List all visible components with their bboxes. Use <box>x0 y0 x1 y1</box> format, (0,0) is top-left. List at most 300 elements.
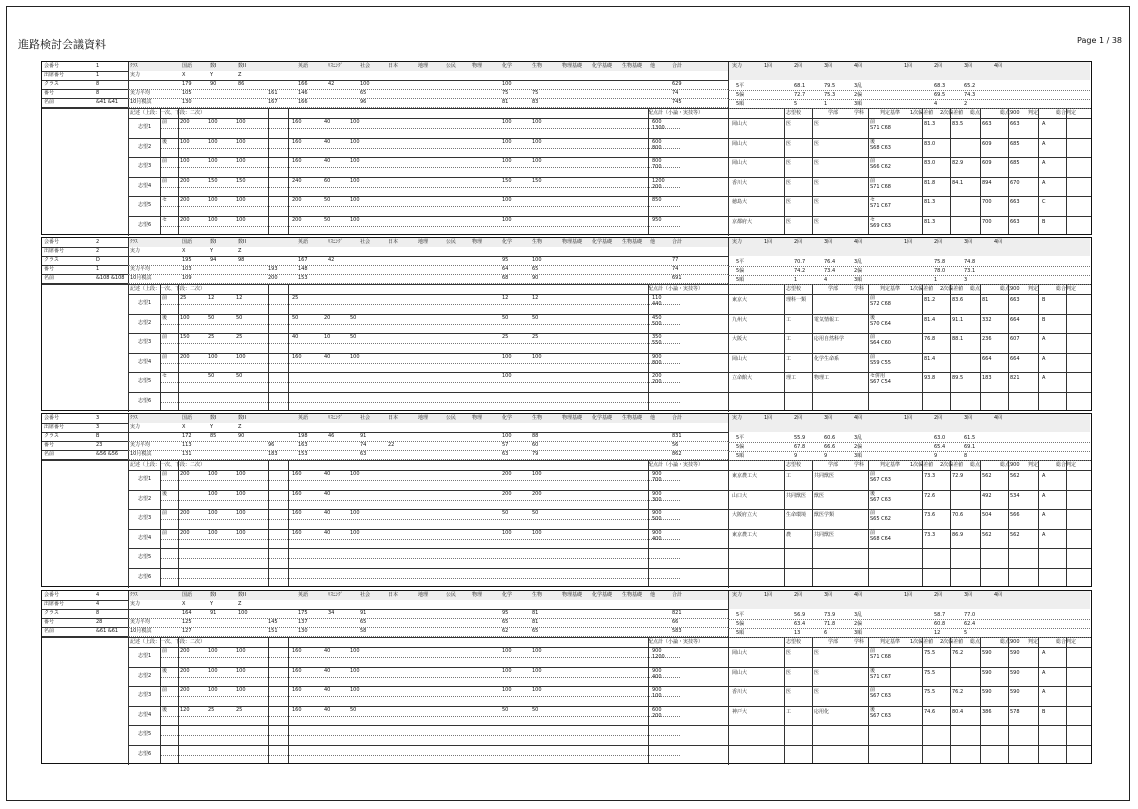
department-name: 応用自然科学 <box>814 336 845 342</box>
subject-header: 英語 <box>298 415 309 421</box>
rank-cell: 78.0 <box>934 268 946 274</box>
score-cell: 127 <box>182 628 192 634</box>
score-cell: 81 <box>532 610 539 616</box>
rank-cell: 62.4 <box>964 621 976 627</box>
rank-header: 2回 <box>934 63 943 69</box>
choice-header: 1次偏差値 <box>910 639 934 645</box>
vertical-rule <box>784 108 785 234</box>
points-cell: 200 <box>180 510 190 516</box>
subject-header: ﾘｽﾆﾝｸﾞ <box>328 415 344 421</box>
rank-cell: 1 <box>934 277 938 283</box>
student-field-value: &108 &108 <box>96 275 125 281</box>
rank-header: 1回 <box>904 239 913 245</box>
horizontal-rule <box>128 372 1091 373</box>
horizontal-rule <box>728 442 1090 443</box>
points-cell: 160 <box>292 510 302 516</box>
rank-cell: 2偏 <box>854 268 863 274</box>
subject-header: 他 <box>650 592 656 598</box>
points-cell: 100 <box>532 471 542 477</box>
vertical-rule <box>980 460 981 586</box>
score-cell: 実力平均 <box>130 90 151 96</box>
points-cell: 100 <box>532 529 542 536</box>
department-name: 医 <box>814 199 820 205</box>
horizontal-rule <box>42 265 128 266</box>
choice-header: 学科 <box>854 462 865 468</box>
total-points: 900 400 <box>652 529 662 542</box>
score-cell: 10月模試 <box>130 275 152 281</box>
horizontal-rule <box>128 745 1091 746</box>
horizontal-rule <box>160 324 680 325</box>
points-cell: 100 <box>208 158 218 164</box>
summary2-label: 配点計（小論・実技等） <box>648 110 704 116</box>
subject-header: 生物 <box>532 239 543 245</box>
university-name: 徳島大 <box>732 199 748 205</box>
score-cell: 153 <box>298 451 308 457</box>
result-cell: 75.5 <box>924 650 936 656</box>
result-cell: 81.3 <box>924 218 936 225</box>
vertical-rule <box>268 284 269 410</box>
horizontal-rule <box>160 226 680 227</box>
exam-type: 前 <box>162 158 168 164</box>
department-name: 医 <box>814 160 820 166</box>
points-cell: 100 <box>236 119 246 125</box>
exam-type: 後 <box>162 706 168 713</box>
points-cell: 40 <box>324 529 331 536</box>
subject-header: 物理基礎 <box>562 63 583 69</box>
score-cell: 113 <box>182 442 192 448</box>
horizontal-rule <box>728 275 1090 276</box>
result-cell: 81.4 <box>924 355 936 362</box>
rank-header: 4回 <box>854 63 863 69</box>
rank-cell: 67.8 <box>794 444 806 450</box>
total-points: 900 100 <box>652 687 662 699</box>
rank-cell: 4 <box>824 277 828 283</box>
exam-type: セ <box>162 373 168 379</box>
score-cell: 65 <box>360 619 367 625</box>
rank-header: 3回 <box>964 415 973 421</box>
score-cell: 198 <box>298 433 308 439</box>
choice-header: 判定基準 <box>880 639 901 645</box>
horizontal-rule <box>728 637 1090 638</box>
subject-header: 数I <box>210 415 217 421</box>
vertical-rule <box>288 460 289 586</box>
score-cell: 63 <box>502 451 509 457</box>
result-cell: 72.6 <box>924 492 936 499</box>
points-cell: 160 <box>292 667 302 674</box>
score-cell: 81 <box>532 619 539 625</box>
result-cell: 80.4 <box>952 708 964 715</box>
total-points: 900 500 <box>652 510 662 522</box>
university-name: 岡山大 <box>732 121 748 127</box>
score-cell: X <box>182 601 186 607</box>
rank-header: 実力 <box>732 239 743 245</box>
result-cell: 607 <box>1010 336 1020 342</box>
student-field-value: 3 <box>96 424 100 430</box>
subject-header: 他 <box>650 239 656 245</box>
vertical-rule <box>1066 637 1067 763</box>
points-cell: 100 <box>350 687 360 693</box>
choice-label: 志望5 <box>138 731 152 737</box>
points-cell: 160 <box>292 648 302 654</box>
score-cell: X <box>182 72 186 78</box>
choice-header: 2次偏差値 <box>940 639 964 645</box>
vertical-rule <box>980 284 981 410</box>
points-cell: 40 <box>324 648 331 654</box>
points-cell: 50 <box>324 197 331 203</box>
faculty-name: 医 <box>786 650 792 656</box>
points-cell: 100 <box>350 119 360 125</box>
faculty-name: 共同獣医 <box>786 492 807 499</box>
student-field-value: 23 <box>96 442 103 448</box>
points-cell: 100 <box>208 197 218 203</box>
horizontal-rule <box>160 716 680 717</box>
score-cell: Z <box>238 72 242 78</box>
points-cell: 50 <box>292 314 299 321</box>
horizontal-rule <box>128 470 1091 471</box>
subject-header: 生物 <box>532 63 543 69</box>
score-cell: 74 <box>360 442 367 448</box>
choice-header: 判定 <box>1028 639 1039 645</box>
subject-header: 公民 <box>446 592 457 598</box>
points-cell: 200 <box>502 490 512 497</box>
result-cell: 73.3 <box>924 473 936 479</box>
rank-cell: 75.8 <box>934 259 946 265</box>
result-cell: 81.8 <box>924 179 936 186</box>
result-cell: 73.3 <box>924 531 936 538</box>
rank-header: 2回 <box>934 592 943 598</box>
student-field-value: 8 <box>96 90 100 96</box>
points-cell: 100 <box>208 138 218 145</box>
horizontal-rule <box>42 441 128 442</box>
points-cell: 50 <box>236 314 243 321</box>
result-cell: 236 <box>982 336 992 342</box>
horizontal-rule <box>128 196 1091 197</box>
horizontal-rule <box>128 274 728 275</box>
points-cell: 100 <box>236 216 246 223</box>
choice-label: 志望2 <box>138 319 152 326</box>
horizontal-rule <box>128 138 1091 139</box>
subject-header: 化学基礎 <box>592 415 613 421</box>
student-field-label: クラス <box>44 81 59 87</box>
score-cell: 10月模試 <box>130 451 152 457</box>
subject-header: 化学基礎 <box>592 239 613 245</box>
score-cell: 実力 <box>130 424 141 430</box>
rank-header: 4回 <box>994 415 1003 421</box>
score-cell: 77 <box>672 257 679 263</box>
points-cell: 150 <box>208 177 218 184</box>
points-cell: 100 <box>502 216 512 223</box>
horizontal-rule <box>160 402 680 403</box>
vertical-rule <box>950 108 951 234</box>
university-name: 立命館大 <box>732 375 753 381</box>
rank-cell: 12 <box>934 630 941 636</box>
criteria-cell: 前 S66 C62 <box>870 158 891 170</box>
student-field-label: クラス <box>44 610 59 616</box>
subject-header: 数I <box>210 239 217 245</box>
rank-cell: 3順 <box>854 630 863 636</box>
vertical-rule <box>268 460 269 586</box>
result-cell: 75.5 <box>924 669 936 676</box>
points-cell: 150 <box>502 177 512 184</box>
points-cell: 10 <box>324 334 331 340</box>
vertical-rule <box>728 637 729 763</box>
score-cell: 167 <box>298 257 308 263</box>
criteria-cell: 後 S68 C63 <box>870 138 891 151</box>
points-cell: 100 <box>502 373 512 379</box>
choice-label: 志望5 <box>138 378 152 384</box>
score-cell: 74 <box>672 90 679 96</box>
vertical-rule <box>288 637 289 763</box>
rank-cell: 65.2 <box>964 83 976 89</box>
rank-cell: 5 <box>794 101 798 107</box>
rank-header: 3回 <box>824 415 833 421</box>
subject-header: 物理基礎 <box>562 592 583 598</box>
student-field-label: 番号 <box>44 619 55 625</box>
total-points: 600 1300 <box>652 119 665 131</box>
choice-label: 志望2 <box>138 143 152 150</box>
subject-header: 化学基礎 <box>592 592 613 598</box>
vertical-rule <box>922 284 923 410</box>
score-cell: 862 <box>672 451 682 457</box>
vertical-rule <box>950 637 951 763</box>
score-cell: 実力平均 <box>130 442 151 448</box>
result-cell: 700 <box>982 218 992 225</box>
score-cell: 57 <box>502 442 509 448</box>
rank-header: 実力 <box>732 415 743 421</box>
result-cell: C <box>1042 199 1046 205</box>
department-name: 化学生命系 <box>814 355 840 362</box>
points-cell: 200 <box>532 490 542 497</box>
points-cell: 100 <box>502 119 512 125</box>
faculty-name: 農 <box>786 531 792 538</box>
score-cell: 583 <box>672 628 682 634</box>
rank-cell: 3乱 <box>854 612 863 618</box>
choice-label: 志望4 <box>138 182 152 189</box>
score-cell: 821 <box>672 610 682 616</box>
vertical-rule <box>648 284 649 410</box>
result-cell: A <box>1042 121 1046 127</box>
summary2-label: 配点計（小論・実技等） <box>648 286 704 292</box>
score-cell: 34 <box>328 610 335 616</box>
points-cell: 40 <box>324 667 331 674</box>
result-cell: 76.8 <box>924 336 936 342</box>
vertical-rule <box>1038 637 1039 763</box>
points-cell: 150 <box>532 177 542 184</box>
subject-header: 国語 <box>182 239 193 245</box>
summary-label: 記述（上段：一次、下段：二次） <box>130 462 206 468</box>
vertical-rule <box>784 637 785 763</box>
student-field-value: 4 <box>96 592 100 598</box>
rank-header: 3回 <box>964 239 973 245</box>
rank-header: 4回 <box>994 592 1003 598</box>
criteria-cell: 前 S67 C63 <box>870 687 891 699</box>
rank-header: 1回 <box>764 63 773 69</box>
rank-cell: 9 <box>934 453 938 459</box>
faculty-name: 医 <box>786 199 792 205</box>
subject-header: 社会 <box>360 63 371 69</box>
result-cell: 83.6 <box>952 297 964 303</box>
choice-header: 学部 <box>828 286 839 292</box>
university-name: 岡山大 <box>732 355 748 362</box>
points-cell: 150 <box>180 334 190 340</box>
result-cell: 685 <box>1010 140 1020 147</box>
university-name: 神戸大 <box>732 708 748 715</box>
points-cell: 100 <box>208 216 218 223</box>
faculty-name: 医 <box>786 121 792 127</box>
score-cell: 66 <box>672 619 679 625</box>
score-cell: 42 <box>328 81 335 87</box>
result-cell: 590 <box>1010 669 1020 676</box>
choice-label: 志望6 <box>138 221 152 228</box>
horizontal-rule <box>42 618 128 619</box>
rank-cell: 2偏 <box>854 621 863 627</box>
rank-header: 3回 <box>964 63 973 69</box>
points-cell: 240 <box>292 177 302 184</box>
points-cell: 200 <box>180 687 190 693</box>
result-cell: 700 <box>982 199 992 205</box>
points-cell: 100 <box>236 667 246 674</box>
choice-header: 判定 <box>1028 462 1039 468</box>
horizontal-rule <box>128 89 728 90</box>
vertical-rule <box>812 460 813 586</box>
result-cell: A <box>1042 355 1046 362</box>
rank-cell: 63.0 <box>934 435 946 441</box>
subject-header: 物理 <box>472 63 483 69</box>
points-cell: 100 <box>236 687 246 693</box>
points-cell: 100 <box>502 687 512 693</box>
university-name: 大阪府立大 <box>732 512 758 518</box>
horizontal-rule <box>160 519 680 520</box>
student-field-label: 会番号 <box>44 239 60 245</box>
department-name: 医 <box>814 179 820 186</box>
points-cell: 100 <box>208 490 218 497</box>
rank-header: 3回 <box>964 592 973 598</box>
exam-type: 前 <box>162 119 168 125</box>
result-cell: 590 <box>1010 689 1020 695</box>
exam-type: 前 <box>162 687 168 693</box>
result-cell: 562 <box>1010 531 1020 538</box>
points-cell: 60 <box>324 177 331 184</box>
horizontal-rule <box>128 509 1091 510</box>
rank-cell: 69.1 <box>964 444 976 450</box>
horizontal-rule <box>160 148 680 149</box>
rank-cell: 74.2 <box>794 268 806 274</box>
score-cell: 62 <box>502 628 509 634</box>
choice-label: 志望6 <box>138 750 152 757</box>
score-cell: 183 <box>268 451 278 457</box>
points-cell: 100 <box>236 648 246 654</box>
subject-header: 他 <box>650 415 656 421</box>
student-field-label: 番号 <box>44 266 55 272</box>
score-cell: Z <box>238 424 242 430</box>
score-cell: 629 <box>672 81 682 87</box>
points-cell: 20 <box>324 314 331 321</box>
criteria-cell: セ S71 C67 <box>870 197 891 209</box>
result-cell: 76.2 <box>952 650 964 656</box>
score-cell: 90 <box>210 81 217 87</box>
rank-cell: 3 <box>964 277 968 283</box>
subject-header: 国語 <box>182 592 193 598</box>
student-block <box>41 590 1092 764</box>
rank-cell: 69.5 <box>934 92 946 98</box>
rank-header: 3回 <box>824 63 833 69</box>
subject-header: 化学 <box>502 63 513 69</box>
choice-header: 学部 <box>828 110 839 116</box>
subject-header: 国語 <box>182 63 193 69</box>
faculty-name: 工 <box>786 336 792 342</box>
choice-header: 総点900 <box>1000 286 1020 292</box>
exam-type: 後 <box>162 667 168 674</box>
choice-label: 志望1 <box>138 124 152 130</box>
points-cell: 100 <box>350 353 360 360</box>
summary2-label: 配点計（小論・実技等） <box>648 462 704 468</box>
vertical-rule <box>728 460 729 586</box>
exam-type: 前 <box>162 177 168 184</box>
horizontal-rule <box>728 451 1090 452</box>
horizontal-rule <box>128 490 1091 491</box>
choice-header: 判定基準 <box>880 286 901 292</box>
choice-label: 志望1 <box>138 476 152 482</box>
score-cell: 実力 <box>130 72 141 78</box>
exam-type: セ <box>162 216 168 223</box>
horizontal-rule <box>128 529 1091 530</box>
rank-cell: 2 <box>964 101 968 107</box>
student-field-label: 会番号 <box>44 63 60 69</box>
points-cell: 200 <box>180 119 190 125</box>
choice-label: 志望6 <box>138 573 152 580</box>
horizontal-rule <box>42 89 128 90</box>
horizontal-rule <box>728 266 1090 267</box>
subject-header: ｸﾗｽ <box>130 63 138 69</box>
horizontal-rule <box>128 609 728 610</box>
score-cell: 90 <box>532 275 539 281</box>
department-name: 医 <box>814 140 820 147</box>
subject-header: 公民 <box>446 63 457 69</box>
points-cell: 160 <box>292 138 302 145</box>
rank-header: 2回 <box>794 239 803 245</box>
vertical-rule <box>178 637 179 763</box>
score-cell: 146 <box>298 90 308 96</box>
score-cell: 100 <box>502 433 512 439</box>
total-points: 900 400 <box>652 667 662 680</box>
faculty-name: 医 <box>786 669 792 676</box>
score-cell: Z <box>238 601 242 607</box>
score-cell: 75 <box>502 90 509 96</box>
subject-header: 生物 <box>532 592 543 598</box>
rank-cell: 3乱 <box>854 83 863 89</box>
result-cell: 89.5 <box>952 375 964 381</box>
horizontal-rule <box>728 284 1090 285</box>
score-cell: 63 <box>360 451 367 457</box>
choice-header: 学部 <box>828 639 839 645</box>
score-cell: 745 <box>672 99 682 105</box>
points-cell: 40 <box>324 687 331 693</box>
horizontal-rule <box>128 294 1091 295</box>
horizontal-rule <box>160 343 680 344</box>
choice-label: 志望3 <box>138 692 152 698</box>
criteria-cell: 前 S71 C68 <box>870 177 891 190</box>
rank-header: 2回 <box>794 63 803 69</box>
score-cell: 164 <box>182 610 192 616</box>
subject-header: 数II <box>238 592 246 598</box>
subject-header: 生物 <box>532 415 543 421</box>
student-field-label: 名前 <box>44 99 55 105</box>
exam-type: セ <box>162 197 168 203</box>
result-cell: 534 <box>1010 492 1020 499</box>
rank-cell: 1 <box>794 277 798 283</box>
score-cell: 151 <box>268 628 278 634</box>
rank-cell: 74.3 <box>964 92 976 98</box>
